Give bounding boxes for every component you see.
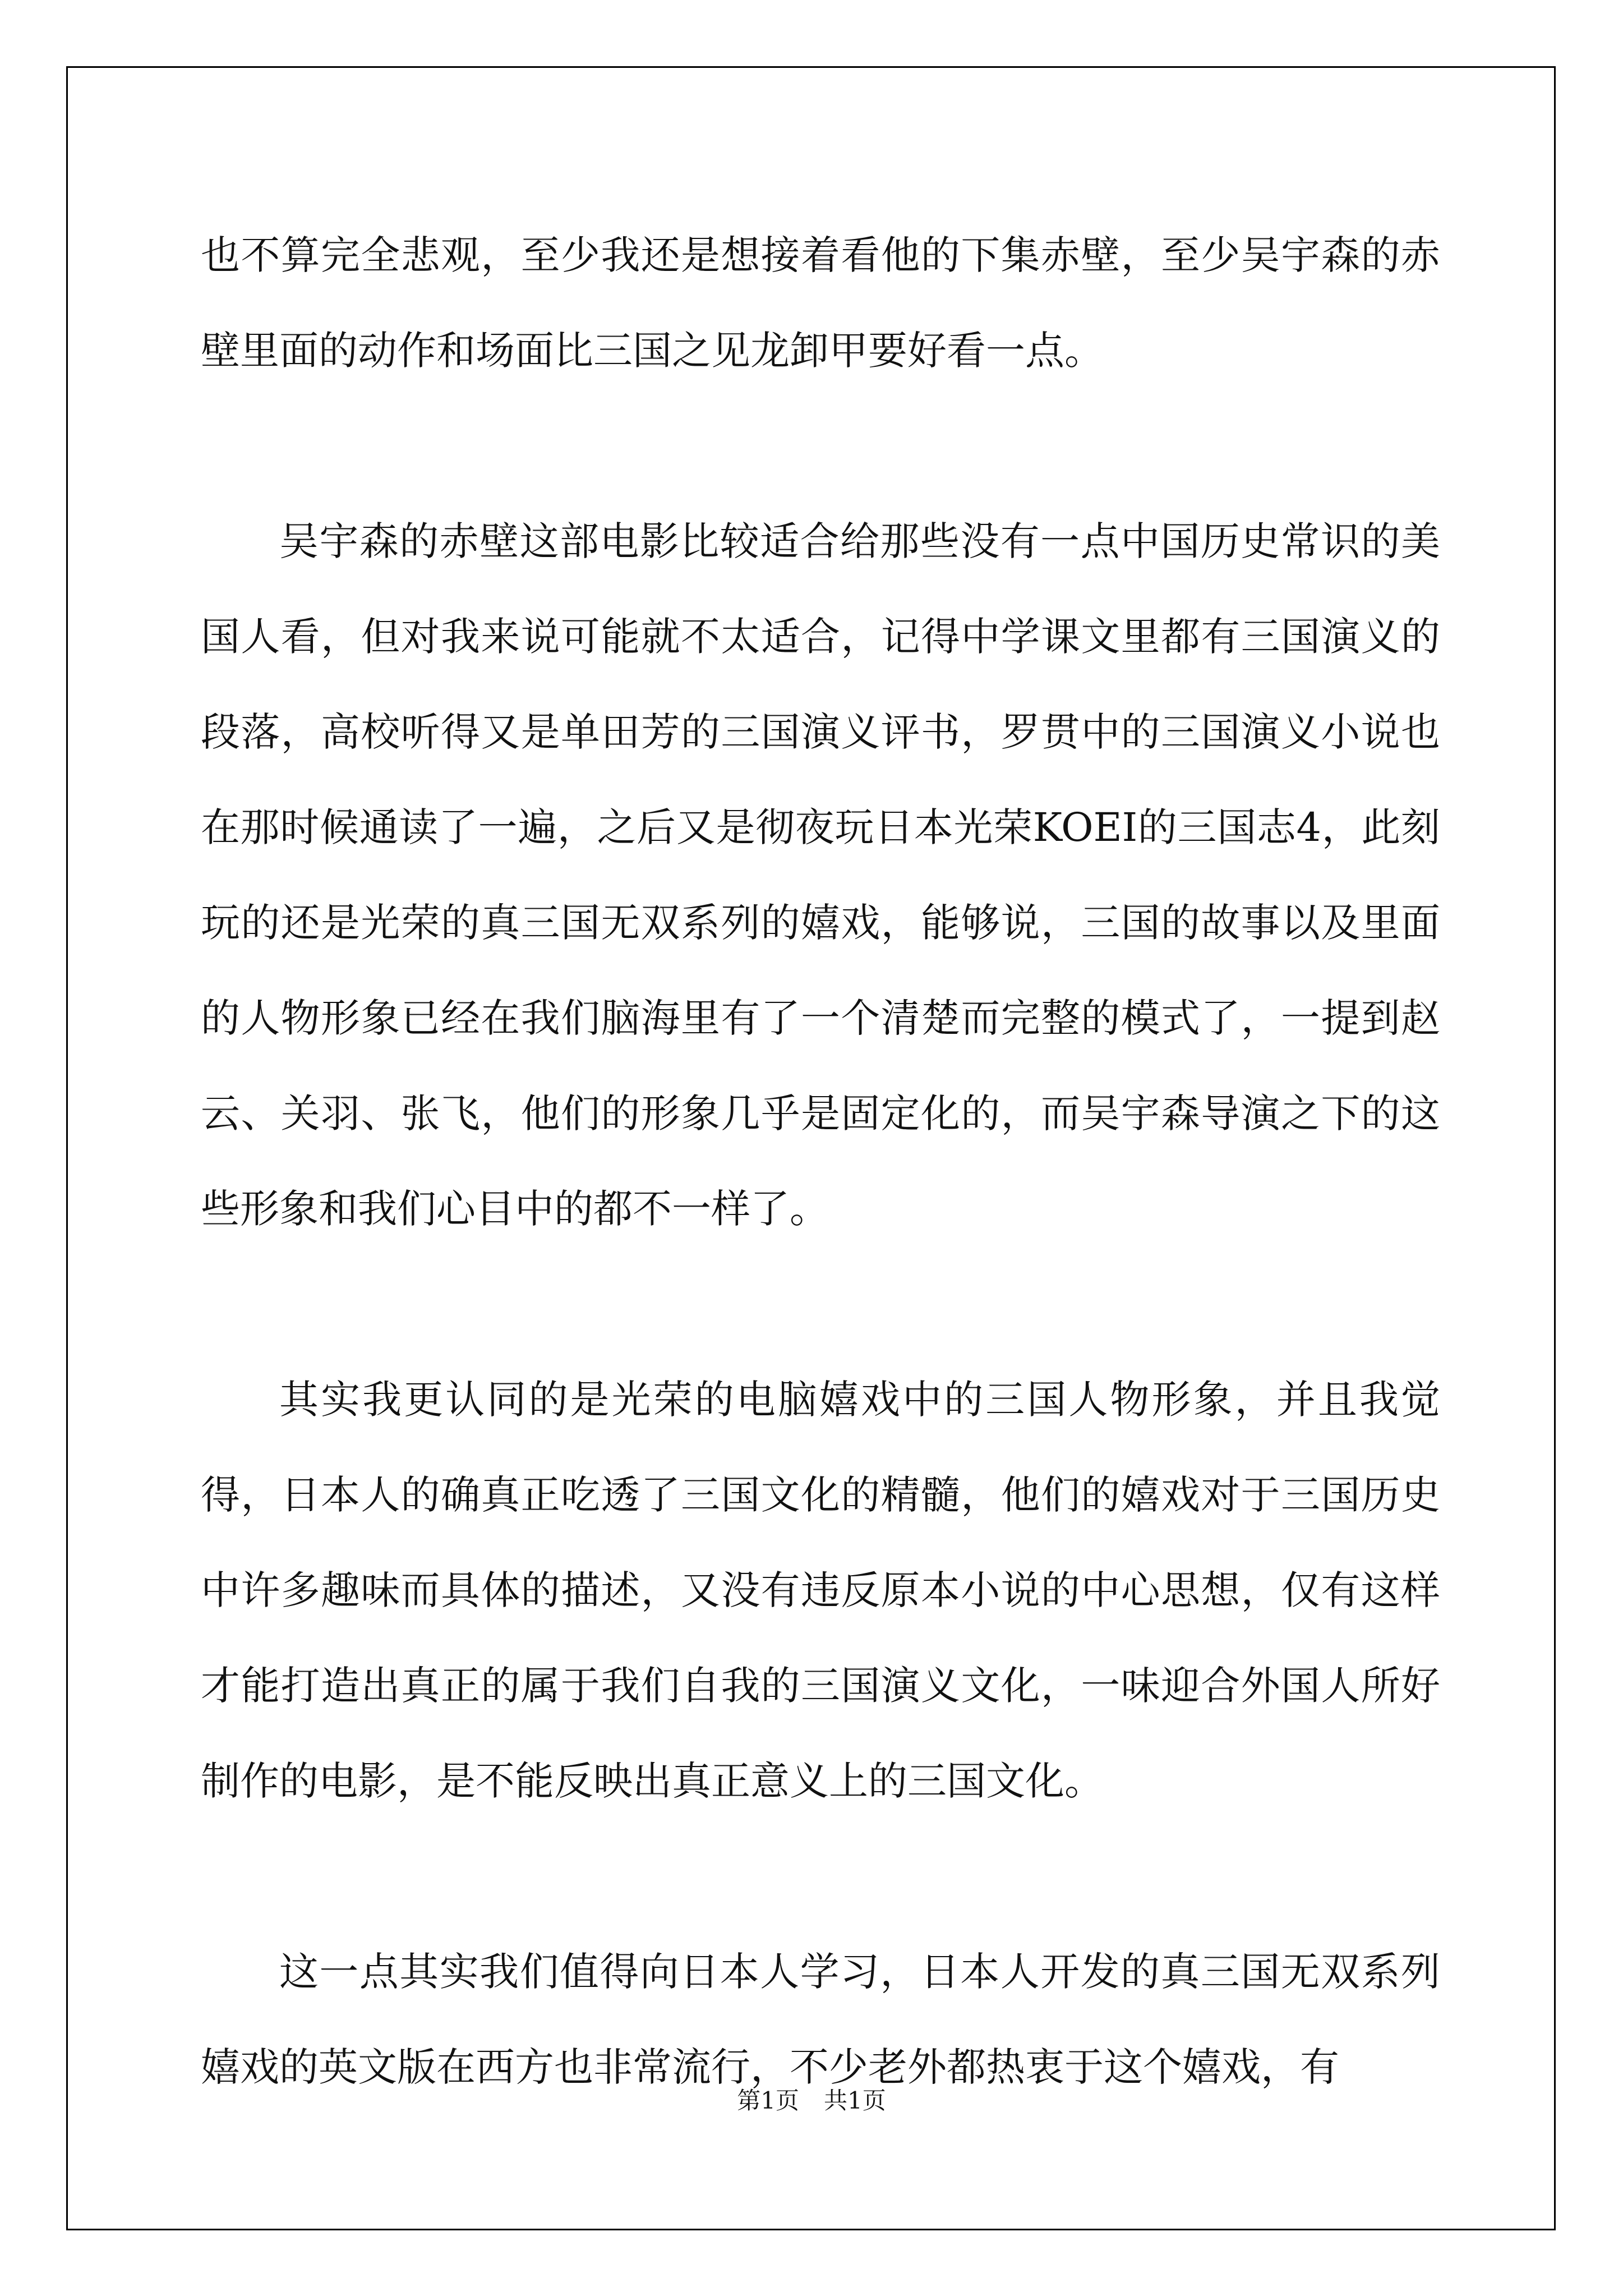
paragraph-4: 这一点其实我们值得向日本人学习，日本人开发的真三国无双系列嬉戏的英文版在西方也非常流行，不少老外都热衷于这个嬉戏，有 (201, 1949, 1440, 2090)
page-footer (0, 2082, 1623, 2116)
paragraph-2: 吴宇森的赤壁这部电影比较适合给那些没有一点中国历史常识的美国人看，但对我来说可能就不太适合，记得中学课文里都有三国演义的段落，高校听得又是单田芳的三国演义评书，罗贯中的三国演义小说也在那时候通读了一遍，之后又是彻夜玩日本光荣KOEI的三国志4，此刻玩的还是光荣的真三国无双系列的嬉戏，能够说，三国的故事以及里面的人物形象已经在我们脑海里有了一个清楚而完整的模式了，一提到赵云、关羽、张飞，他们的形象几乎是固定化的，而吴宇森导演之下的这些形象和我们心目中的都不一样了。 (201, 518, 1440, 1232)
page-number: 第1页 (737, 2087, 799, 2114)
document-body (201, 208, 1440, 2115)
paragraph-1: 也不算完全悲观，至少我还是想接着看他的下集赤壁，至少吴宇森的赤壁里面的动作和场面比三国之见龙卸甲要好看一点。 (201, 232, 1440, 374)
page-total: 共1页 (824, 2087, 886, 2114)
paragraph-3: 其实我更认同的是光荣的电脑嬉戏中的三国人物形象，并且我觉得，日本人的确真正吃透了三国文化的精髓，他们的嬉戏对于三国历史中许多趣味而具体的描述，又没有违反原本小说的中心思想，仅有这样才能打造出真正的属于我们自我的三国演义文化，一味迎合外国人所好制作的电影，是不能反映出真正意义上的三国文化。 (201, 1377, 1440, 1804)
